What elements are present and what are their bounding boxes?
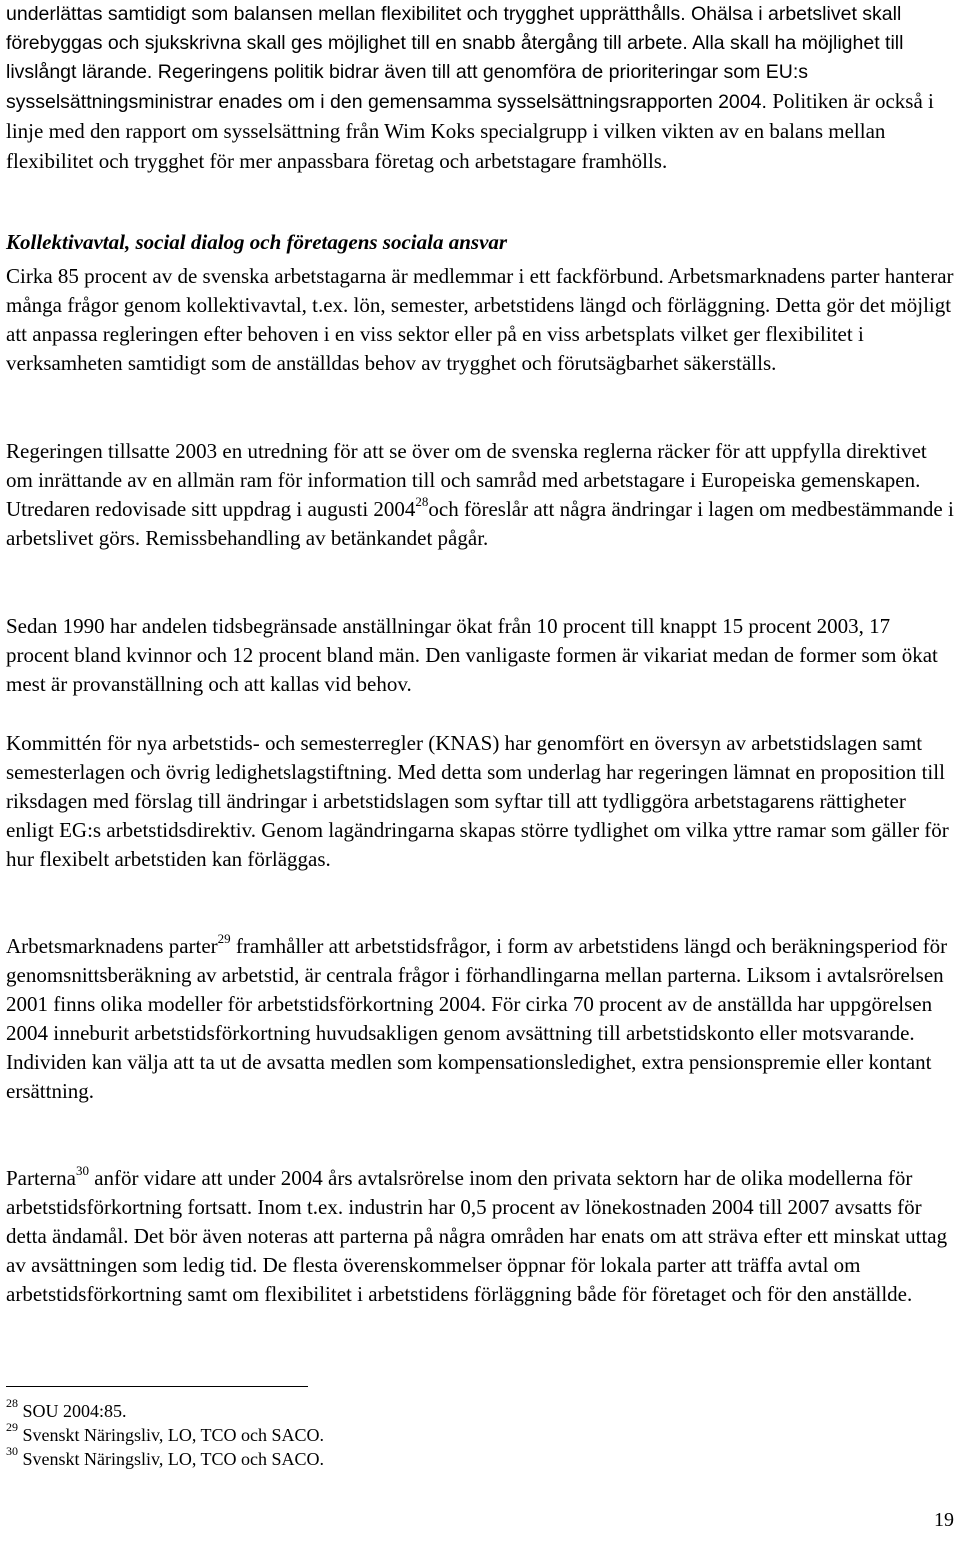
- footnote-30-text: Svenskt Näringsliv, LO, TCO och SACO.: [22, 1449, 324, 1469]
- footnote-28: [6, 1396, 127, 1422]
- paragraph-labour-market-parties-text-a: Arbetsmarknadens parter: [6, 934, 218, 958]
- footnote-ref-28: 28: [415, 494, 429, 509]
- paragraph-labour-market-parties-text-b: framhåller att arbetstidsfrågor, i form av arbetstidens längd och beräkningsperiod för genomsnittsberäkning av arbetstid, är centrala frågor i förhandlingarna mellan parterna. Liksom i avtalsrörelsen 2001 finns olika modeller för arbetstidsförkortning 2004. För cirka 70 procent av de anställda har uppgörelsen 2004 inneburit arbetstidsförkortning huvudsakligen genom avsättning till arbetstidskonto eller motsvarande. Individen kan välja att ta ut de avsatta medlen som kompensationsledighet, extra pensionspremie eller kontant ersättning.: [6, 934, 948, 1103]
- paragraph-inquiry-text-b: och föreslår att några ändringar i lagen om medbestämmande i arbetslivet görs. Remissbehandling av betänkandet pågår.: [6, 497, 954, 550]
- paragraph-knas: Kommittén för nya arbetstids- och semesterregler (KNAS) har genomfört en översyn av arbetstidslagen samt semesterlagen och övrig ledighetslagstiftning. Med detta som underlag har regeringen lämnat en proposition till riksdagen med förslag till ändringar i arbetstidslagen som syftar till att tydliggöra arbetstagarens rättigheter enligt EG:s arbetstidsdirektiv. Genom lagändringarna skapas större tydlighet om vilka yttre ramar som gäller för hur flexibelt arbetstiden kan förläggas.: [6, 731, 949, 871]
- footnote-ref-29: 29: [217, 931, 231, 946]
- page-number: 19: [934, 1509, 954, 1531]
- footnote-30-number: 30: [6, 1444, 18, 1458]
- paragraph-intro-part-a: underlättas samtidigt som balansen mellan flexibilitet och trygghet upprätthålls. Ohälsa i arbetslivet skall förebyggas och sjukskrivna skall ges möjlighet till en snabb återgång till arbete. Alla skall ha möjlighet till livslångt lärande. Regeringens politik bidrar även till att genomföra de prioriteringar som EU:s sysselsättningsministrar enades om i den gemensamma sysselsättningsrapporten 2004.: [6, 3, 904, 113]
- footnote-30: [6, 1444, 324, 1470]
- paragraph-parties-bargaining-text-b: anför vidare att under 2004 års avtalsrörelse inom den privata sektorn har de olika modellerna för arbetstidsförkortning fortsatt. Inom t.ex. industrin har 0,5 procent av lönekostnaden 2004 till 2007 avsatts för detta ändamål. Det bör även noteras att parterna på några områden har enats om att sträva efter ett minskat uttag av avsättningen som ledig tid. De flesta överenskommelser öppnar för lokala parter att träffa avtal om arbetstidsförkortning samt om flexibilitet i arbetstidens förläggning både för företaget och för den anställde.: [6, 1166, 948, 1306]
- footnote-29: [6, 1420, 324, 1446]
- paragraph-intro: [6, 0, 956, 177]
- paragraph-labour-market-parties: [6, 932, 956, 1106]
- paragraph-intro-part-b: Politiken är också i linje med den rapport om sysselsättning från Wim Koks specialgrupp i vilken vikten av en balans mellan flexibilitet och trygghet för mer anpassbara företag och arbetstagare framhölls.: [6, 89, 934, 173]
- footnote-29-text: Svenskt Näringsliv, LO, TCO och SACO.: [22, 1425, 324, 1445]
- footnote-ref-30: 30: [75, 1163, 89, 1178]
- footnote-separator: [6, 1386, 308, 1387]
- footnote-29-number: 29: [6, 1420, 18, 1434]
- section-heading: Kollektivavtal, social dialog och företagens sociala ansvar: [6, 230, 508, 254]
- footnote-28-number: 28: [6, 1396, 18, 1410]
- paragraph-inquiry: [6, 437, 956, 553]
- paragraph-inquiry-text-a: Regeringen tillsatte 2003 en utredning för att se över om de svenska reglerna räcker för att uppfylla direktivet om inrättande av en allmän ram för information till och samråd med arbetstagare i Europeiska gemenskapen. Utredaren redovisade sitt uppdrag i augusti 2004: [6, 439, 927, 521]
- paragraph-temporary-employment: Sedan 1990 har andelen tidsbegränsade anställningar ökat från 10 procent till knappt 15 procent 2003, 17 procent bland kvinnor och 12 procent bland män. Den vanligaste formen är vikariat medan de former som ökat mest är provanställning och att kallas vid behov.: [6, 614, 938, 696]
- paragraph-collective-agreements: Cirka 85 procent av de svenska arbetstagarna är medlemmar i ett fackförbund. Arbetsmarknadens parter hanterar många frågor genom kollektivavtal, t.ex. lön, semester, arbetstidens längd och förläggning. Detta gör det möjligt att anpassa regleringen efter behoven i en viss sektor eller på en viss arbetsplats vilket ger flexibilitet i verksamheten samtidigt som de anställdas behov av trygghet och förutsägbarhet säkerställs.: [6, 264, 954, 375]
- paragraph-parties-bargaining-text-a: Parterna: [6, 1166, 76, 1190]
- paragraph-parties-bargaining: [6, 1164, 956, 1309]
- footnote-28-text: SOU 2004:85.: [22, 1401, 127, 1421]
